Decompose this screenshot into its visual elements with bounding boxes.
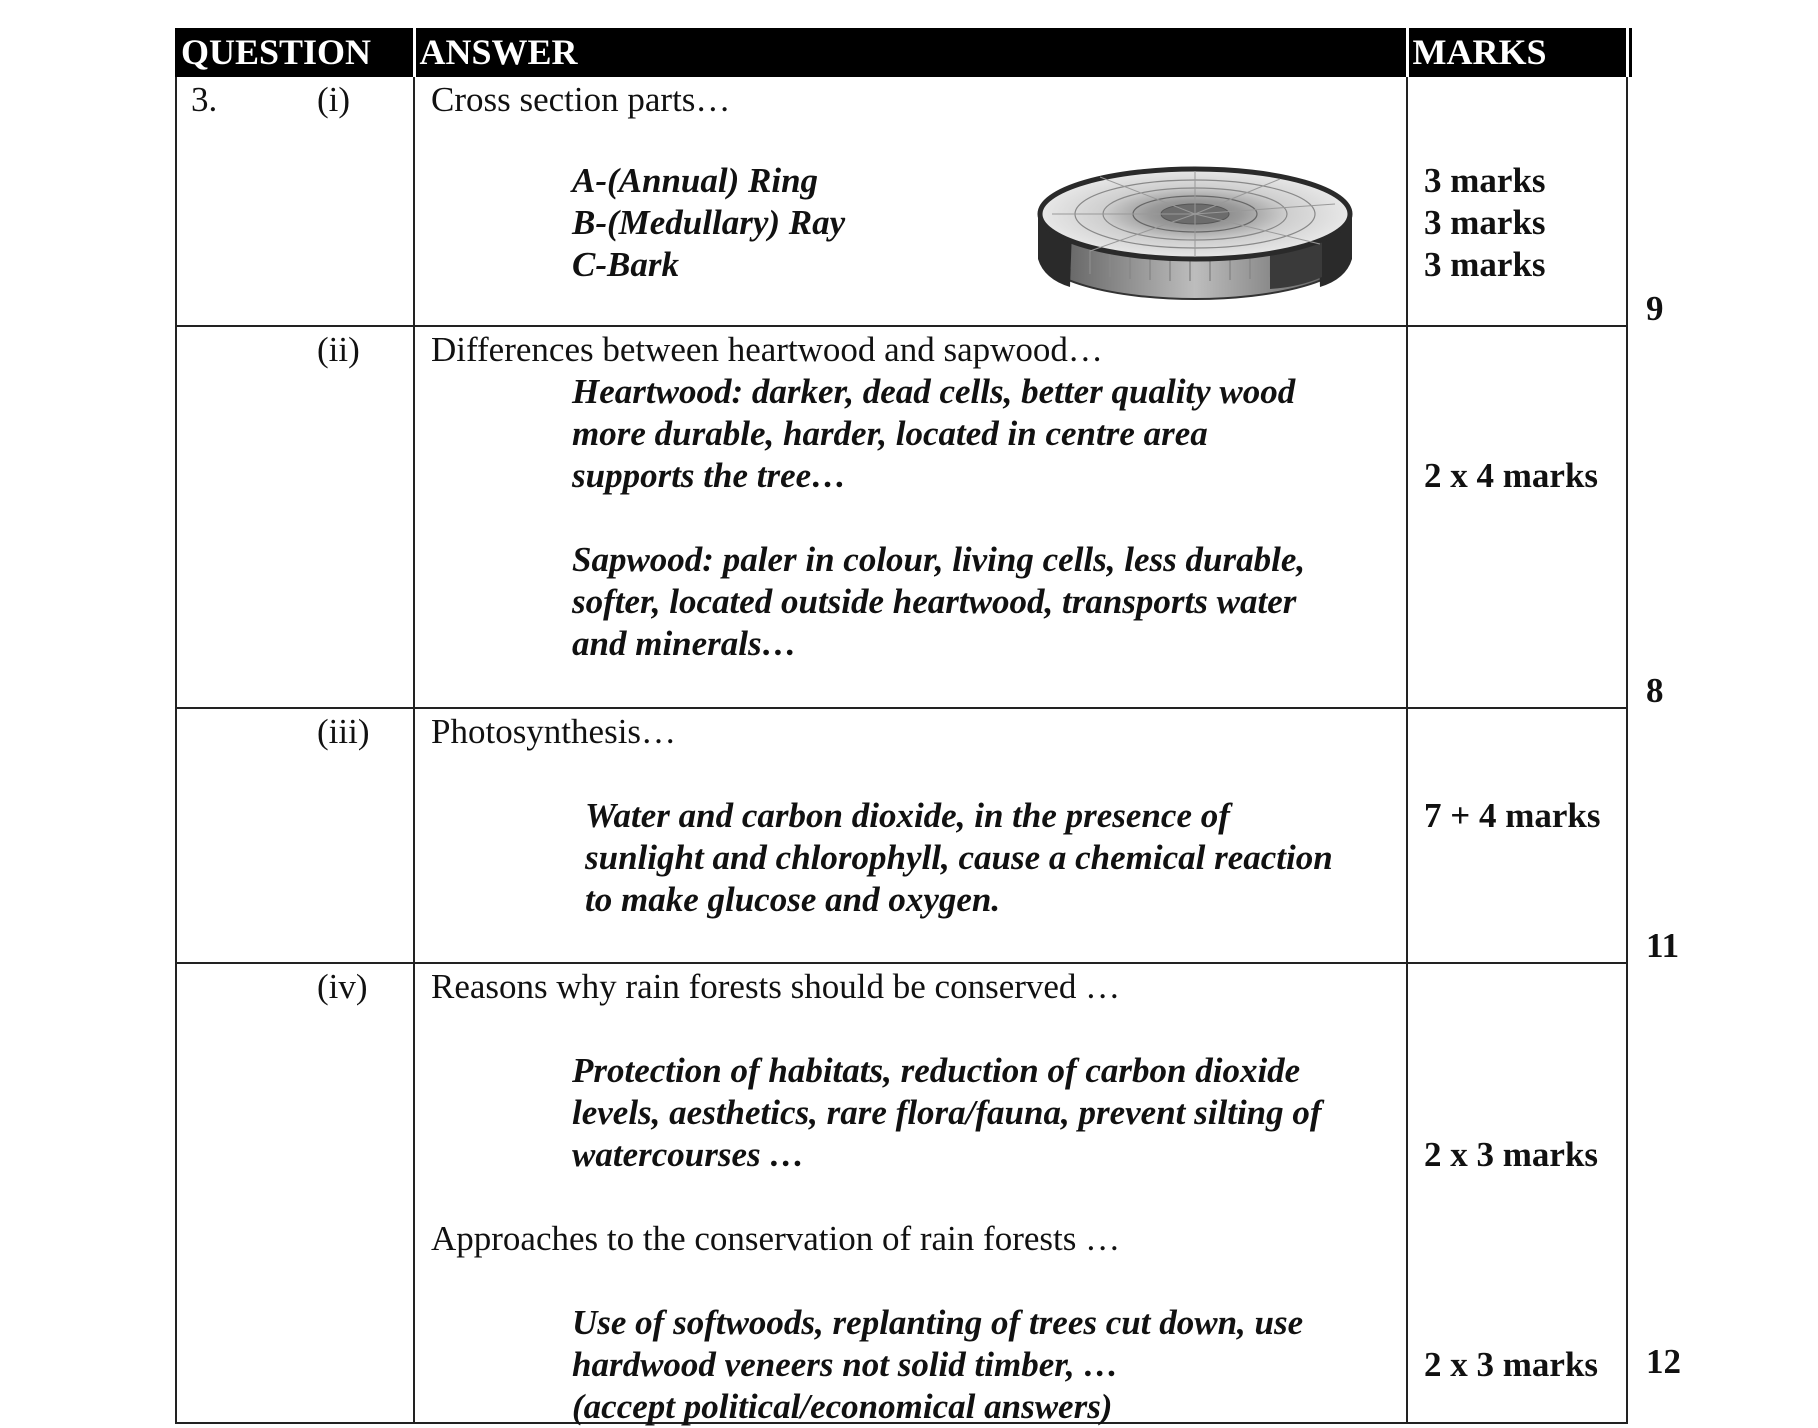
part-prompt: Differences between heartwood and sapwood…	[431, 330, 1103, 369]
marking-table	[175, 28, 1681, 1426]
table-row	[176, 963, 1631, 1423]
answer-cell	[414, 708, 1407, 963]
part-label: (i)	[317, 80, 351, 119]
marks-cell	[1407, 708, 1627, 963]
answer-line: and minerals…	[572, 624, 797, 663]
marks-value: 3 marks	[1424, 245, 1546, 284]
part-label: (ii)	[317, 330, 360, 369]
marking-scheme	[175, 28, 1681, 1426]
part-prompt: Photosynthesis…	[431, 712, 677, 751]
answer-cell	[414, 963, 1407, 1426]
answer-line: more durable, harder, located in centre area	[572, 414, 1208, 453]
marks-cell	[1407, 326, 1627, 708]
marks-header: MARKS	[1407, 29, 1627, 76]
part-label: (iv)	[317, 967, 368, 1006]
question-cell	[176, 76, 414, 326]
question-cell	[176, 963, 414, 1423]
answer-cell	[414, 326, 1407, 708]
table-row	[176, 326, 1631, 708]
answer-line: softer, located outside heartwood, transports water	[572, 582, 1297, 621]
answer-line: sunlight and chlorophyll, cause a chemical reaction	[585, 838, 1333, 877]
question-number: 3.	[191, 80, 218, 119]
table-row	[176, 708, 1631, 963]
part-total: 8	[1646, 671, 1664, 710]
marks-value: 2 x 4 marks	[1424, 456, 1599, 495]
part-prompt: Cross section parts…	[431, 80, 731, 119]
marks-value: 3 marks	[1424, 161, 1546, 200]
answer-line: Use of softwoods, replanting of trees cut down, use	[572, 1303, 1304, 1342]
marks-cell	[1407, 76, 1627, 326]
answer-header: ANSWER	[414, 29, 1407, 76]
header-row	[176, 29, 1631, 76]
answer-line: C-Bark	[572, 245, 679, 284]
marks-cell	[1407, 963, 1627, 1423]
answer-line: Sapwood: paler in colour, living cells, less durable,	[572, 540, 1306, 579]
answer-line: levels, aesthetics, rare flora/fauna, prevent silting of	[572, 1093, 1322, 1132]
marks-value: 7 + 4 marks	[1424, 796, 1601, 835]
answer-line: to make glucose and oxygen.	[585, 880, 1001, 919]
part-label: (iii)	[317, 712, 370, 751]
part-total: 11	[1646, 926, 1680, 965]
answer-line: Water and carbon dioxide, in the presence of	[585, 796, 1230, 835]
answer-line: (accept political/economical answers)	[572, 1387, 1113, 1426]
answer-line: B-(Medullary) Ray	[572, 203, 846, 242]
question-header: QUESTION	[176, 29, 414, 76]
question-cell	[176, 708, 414, 963]
question-cell	[176, 326, 414, 708]
marks-value: 3 marks	[1424, 203, 1546, 242]
answer-line: Heartwood: darker, dead cells, better quality wood	[572, 372, 1296, 411]
answer-cell	[414, 76, 1407, 326]
part-total: 12	[1646, 1342, 1681, 1381]
part-prompt: Approaches to the conservation of rain forests …	[431, 1219, 1121, 1258]
table-row	[176, 76, 1631, 326]
part-prompt: Reasons why rain forests should be conserved …	[431, 967, 1121, 1006]
answer-line: watercourses …	[572, 1135, 805, 1174]
answer-line: hardwood veneers not solid timber, …	[572, 1345, 1119, 1384]
part-total: 9	[1646, 289, 1664, 328]
answer-line: A-(Annual) Ring	[572, 161, 819, 200]
marks-value: 2 x 3 marks	[1424, 1345, 1599, 1384]
answer-line: supports the tree…	[572, 456, 847, 495]
marks-value: 2 x 3 marks	[1424, 1135, 1599, 1174]
tree-cross-section-image	[1030, 159, 1360, 309]
answer-line: Protection of habitats, reduction of carbon dioxide	[572, 1051, 1301, 1090]
